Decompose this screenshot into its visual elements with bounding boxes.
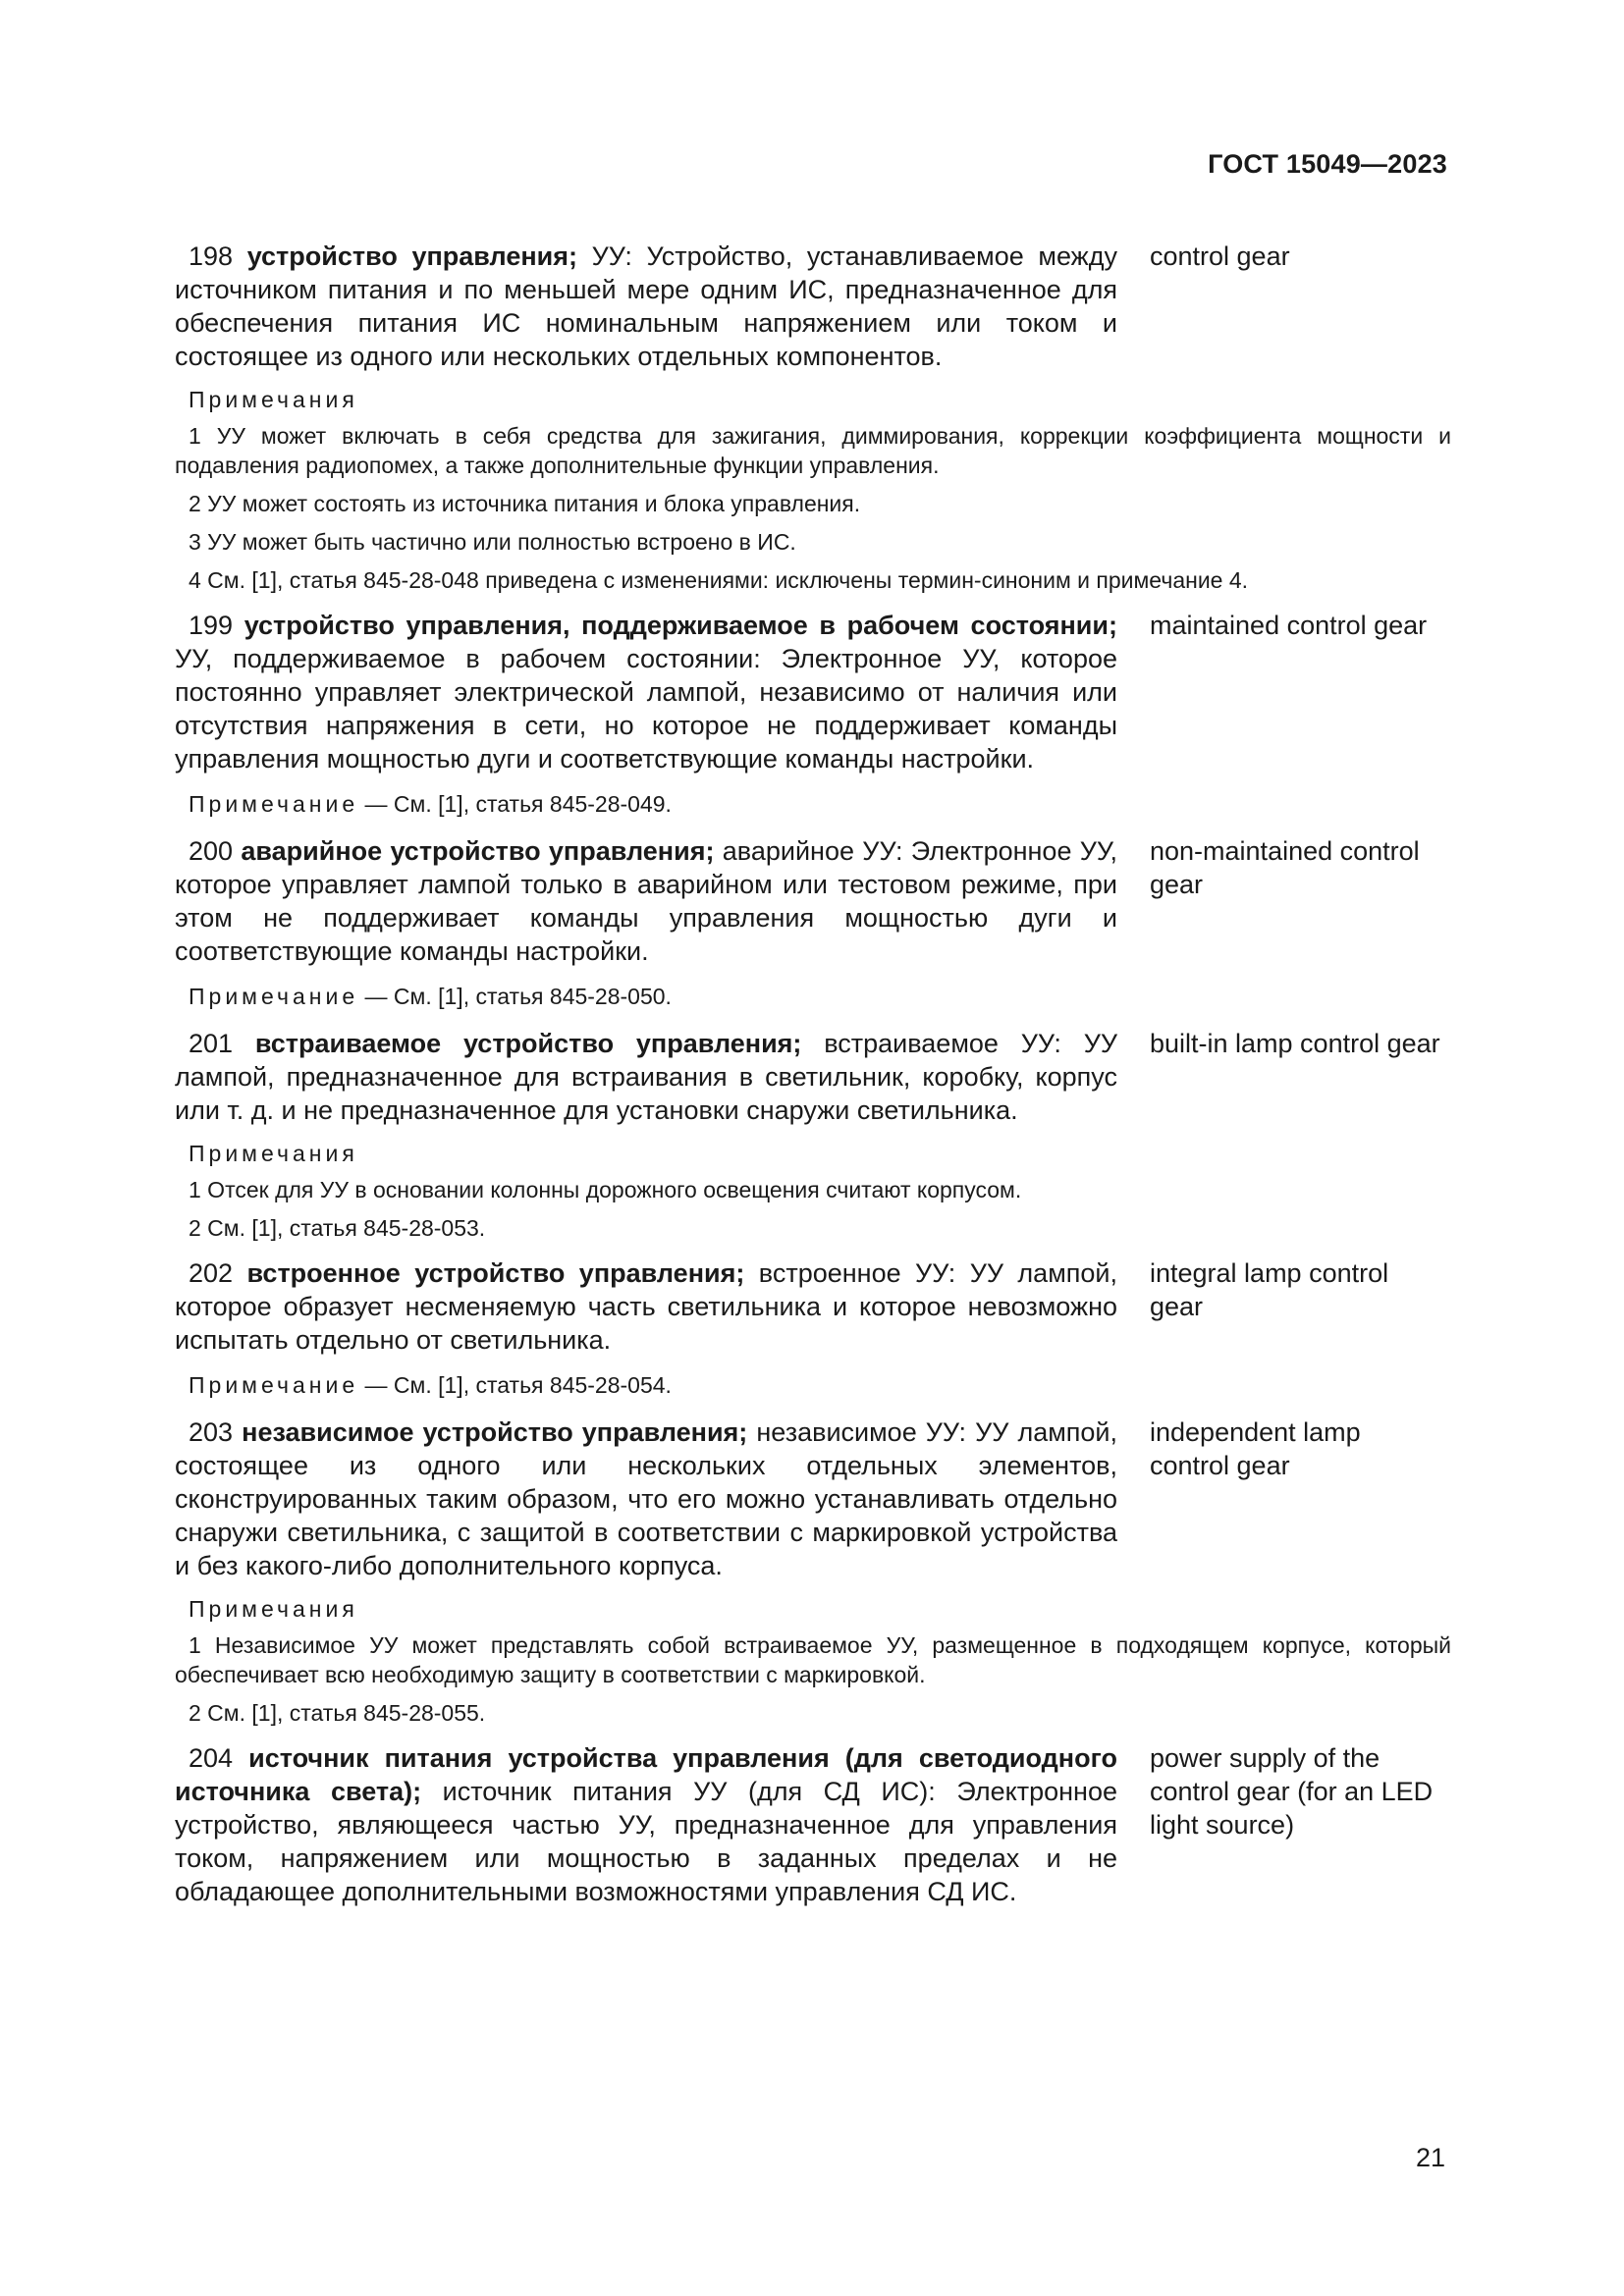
note-item: 1 Независимое УУ может представлять собой встраиваемое УУ, размещенное в подходящем корпусе, который обеспечивает всю необходимую защиту в соответствии с маркировкой. (175, 1632, 1451, 1687)
term-definition (175, 240, 1117, 373)
note-item: 1 Отсек для УУ в основании колонны дорожного освещения считают корпусом. (189, 1177, 1022, 1202)
term-number: 204 (189, 1743, 234, 1773)
term-title: встраиваемое устройство управления; (254, 1029, 802, 1058)
notes-title: Примечания (189, 387, 358, 412)
term-entry (175, 834, 1451, 968)
notes-title: Примечания (189, 1596, 358, 1622)
term-title: независимое устройство управления; (242, 1417, 748, 1447)
term-english: power supply of the control gear (for an LED light source) (1150, 1743, 1434, 1840)
note-single (189, 789, 1451, 819)
term-entry (175, 1741, 1451, 1908)
note-label: Примечание (189, 791, 359, 817)
term-english: maintained control gear (1150, 611, 1428, 640)
term-number: 198 (189, 241, 234, 271)
term-entry (175, 1415, 1451, 1582)
notes-title: Примечания (189, 1141, 358, 1166)
note-item: 2 См. [1], статья 845-28-055. (189, 1700, 486, 1726)
note-single (189, 1370, 1451, 1400)
notes-block (175, 1141, 1451, 1243)
note-item: 1 УУ может включать в себя средства для зажигания, диммирования, коррекции коэффициента мощности и подавления радиопомех, а также дополнительные функции управления. (175, 423, 1451, 478)
term-definition (175, 609, 1117, 775)
term-title: встроенное устройство управления; (246, 1258, 745, 1288)
term-text: источник питания УУ (для СД ИС): Электронное устройство, являющееся частью УУ, предназначенное для управления током, напряжением или мощностью в заданных пределах и не обладающее дополнительными возможностями управления СД ИС. (175, 1777, 1117, 1906)
term-number: 203 (189, 1417, 234, 1447)
term-definition (175, 1027, 1117, 1127)
term-english: non-maintained control gear (1150, 836, 1420, 899)
term-definition (175, 834, 1117, 968)
term-text: аварийное УУ: Электронное УУ, которое управляет лампой только в аварийном или тестовом режиме, при этом не поддерживает команды управления мощностью дуги и соответствующие команды настройки. (175, 836, 1117, 966)
term-title: аварийное устройство управления; (241, 836, 715, 866)
term-number: 202 (189, 1258, 234, 1288)
term-english: built-in lamp control gear (1150, 1029, 1440, 1058)
term-text: независимое УУ: УУ лампой, состоящее из одного или нескольких отдельных элементов, сконструированных таким образом, что его можно устанавливать отдельно снаружи светильника, с защитой в соответствии с маркировкой устройства и без какого-либо дополнительного корпуса. (175, 1417, 1117, 1580)
term-text: УУ: Устройство, устанавливаемое между источником питания и по меньшей мере одним ИС, предназначенное для обеспечения питания ИС номинальным напряжением или током и состоящее из одного или нескольких отдельных компонентов. (175, 241, 1117, 371)
note-item: 3 УУ может быть частично или полностью встроено в ИС. (189, 529, 796, 555)
term-text: УУ, поддерживаемое в рабочем состоянии: Электронное УУ, которое постоянно управляет электрической лампой, независимо от наличия или отсутствия напряжения в сети, но которое не поддерживает команды управления мощностью дуги и соответствующие команды настройки. (175, 644, 1117, 774)
term-number: 201 (189, 1029, 234, 1058)
term-entry (175, 240, 1451, 373)
page-number: 21 (1415, 2143, 1445, 2172)
term-title: источник питания устройства управления (для светодиодного источника света); (175, 1743, 1117, 1806)
term-title: устройство управления; (246, 241, 577, 271)
note-text: — См. [1], статья 845-28-049. (358, 791, 672, 817)
term-definition (175, 1741, 1117, 1908)
term-entry (175, 1027, 1451, 1127)
document-header: ГОСТ 15049—2023 (1208, 149, 1447, 179)
term-title: устройство управления, поддерживаемое в рабочем состоянии; (244, 611, 1117, 640)
notes-block (175, 1596, 1451, 1728)
note-item: 2 УУ может состоять из источника питания и блока управления. (189, 491, 861, 516)
term-number: 200 (189, 836, 234, 866)
note-text: — См. [1], статья 845-28-054. (358, 1372, 672, 1398)
term-definition (175, 1256, 1117, 1357)
note-item: 4 См. [1], статья 845-28-048 приведена с изменениями: исключены термин-синоним и примечание 4. (189, 567, 1249, 593)
term-text: встроенное УУ: УУ лампой, которое образует несменяемую часть светильника и которое невозможно испытать отдельно от светильника. (175, 1258, 1117, 1355)
term-english: integral lamp control gear (1150, 1258, 1389, 1321)
note-item: 2 См. [1], статья 845-28-053. (189, 1215, 486, 1241)
note-single (189, 982, 1451, 1011)
note-label: Примечание (189, 984, 359, 1009)
term-english: independent lamp control gear (1150, 1417, 1361, 1480)
term-number: 199 (189, 611, 234, 640)
term-english: control gear (1150, 241, 1290, 271)
note-text: — См. [1], статья 845-28-050. (358, 984, 672, 1009)
term-text: встраиваемое УУ: УУ лампой, предназначенное для встраивания в светильник, коробку, корпус или т. д. и не предназначенное для установки снаружи светильника. (175, 1029, 1117, 1125)
term-definition (175, 1415, 1117, 1582)
note-label: Примечание (189, 1372, 359, 1398)
notes-block (175, 387, 1451, 595)
document-body (175, 240, 1451, 1922)
term-entry (175, 1256, 1451, 1357)
term-entry (175, 609, 1451, 775)
